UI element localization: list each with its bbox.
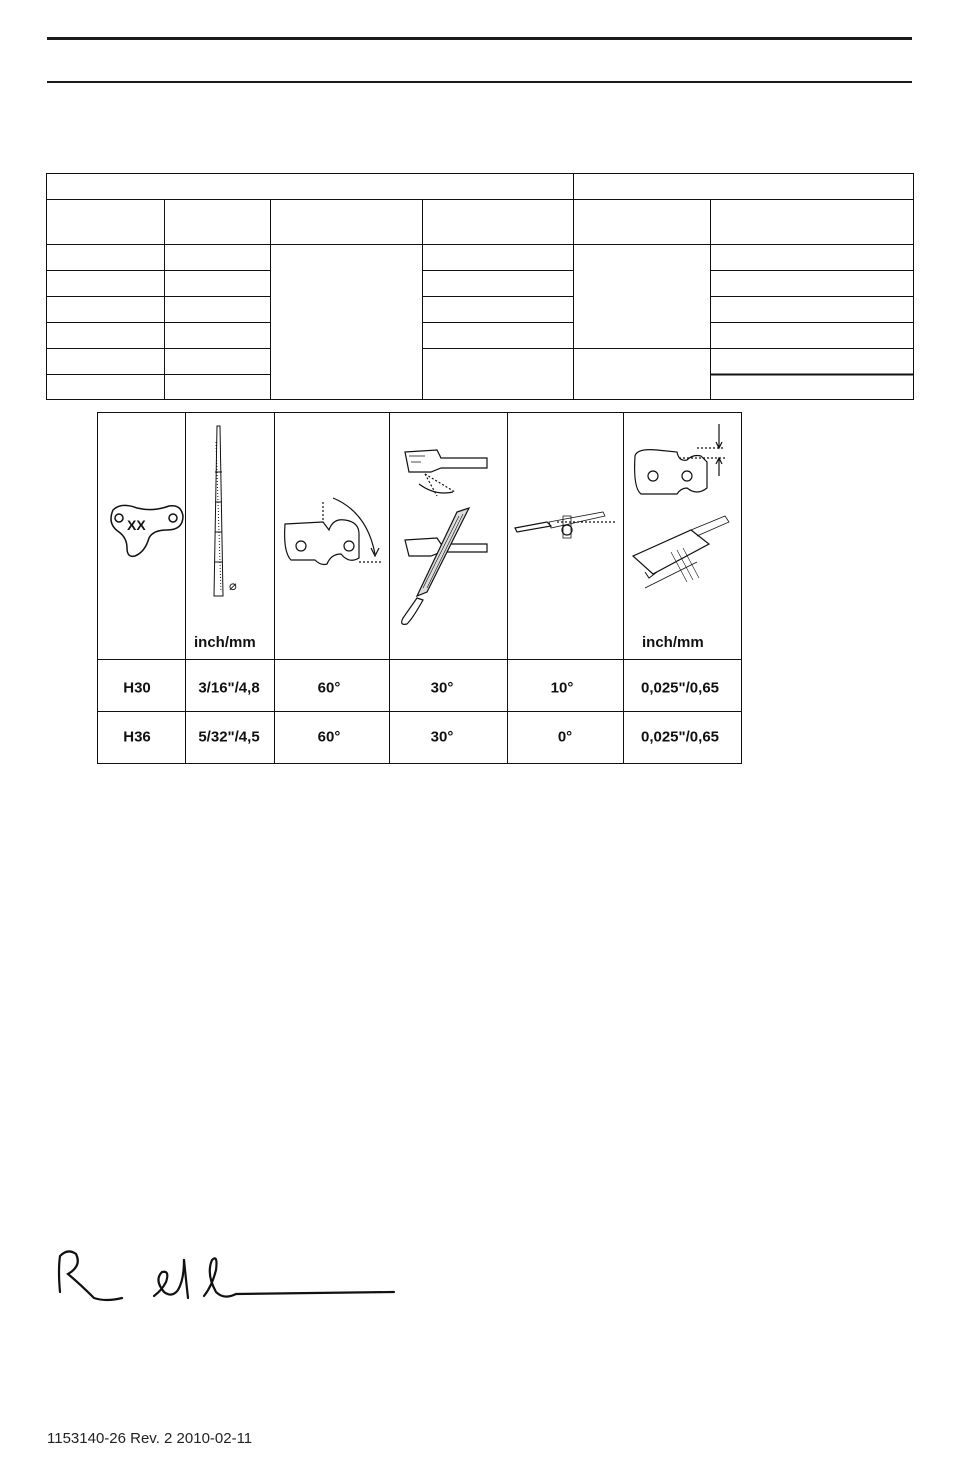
row-h30-file-diameter: 3/16"/4,8 <box>198 679 260 697</box>
specification-table <box>46 173 914 400</box>
row-h36-file-diameter: 5/32"/4,5 <box>198 728 260 746</box>
row-h30-code: H30 <box>123 679 151 697</box>
depth-gauge-unit: inch/mm <box>642 634 704 651</box>
row-h30-depth-gauge: 0,025"/0,65 <box>640 679 720 697</box>
row-h36-cutting-angle: 0° <box>557 728 573 746</box>
diameter-symbol: ⌀ <box>229 579 237 594</box>
round-file-icon <box>214 426 223 596</box>
row-h36-top-plate-angle: 60° <box>317 728 341 746</box>
row-h36-filing-angle: 30° <box>430 728 454 746</box>
file-diameter-unit: inch/mm <box>194 634 256 651</box>
row-h30-cutting-angle: 10° <box>550 679 574 697</box>
row-h36-code: H36 <box>123 728 151 746</box>
row-h30-top-plate-angle: 60° <box>317 679 341 697</box>
header-rule-top <box>47 37 912 40</box>
signature <box>50 1240 410 1315</box>
sharpening-table <box>97 412 742 764</box>
row-h36-depth-gauge: 0,025"/0,65 <box>640 728 720 746</box>
chain-marking-icon <box>111 505 183 556</box>
row-h30-filing-angle: 30° <box>430 679 454 697</box>
depth-gauge-icon <box>633 424 729 588</box>
file-holder-icon <box>515 512 617 538</box>
header-rule-bottom <box>47 81 912 83</box>
document-reference: 1153140-26 Rev. 2 2010-02-11 <box>47 1430 253 1447</box>
xx-mark: XX <box>127 517 146 533</box>
top-plate-angle-icon <box>285 498 381 565</box>
filing-angle-icon <box>402 450 487 624</box>
